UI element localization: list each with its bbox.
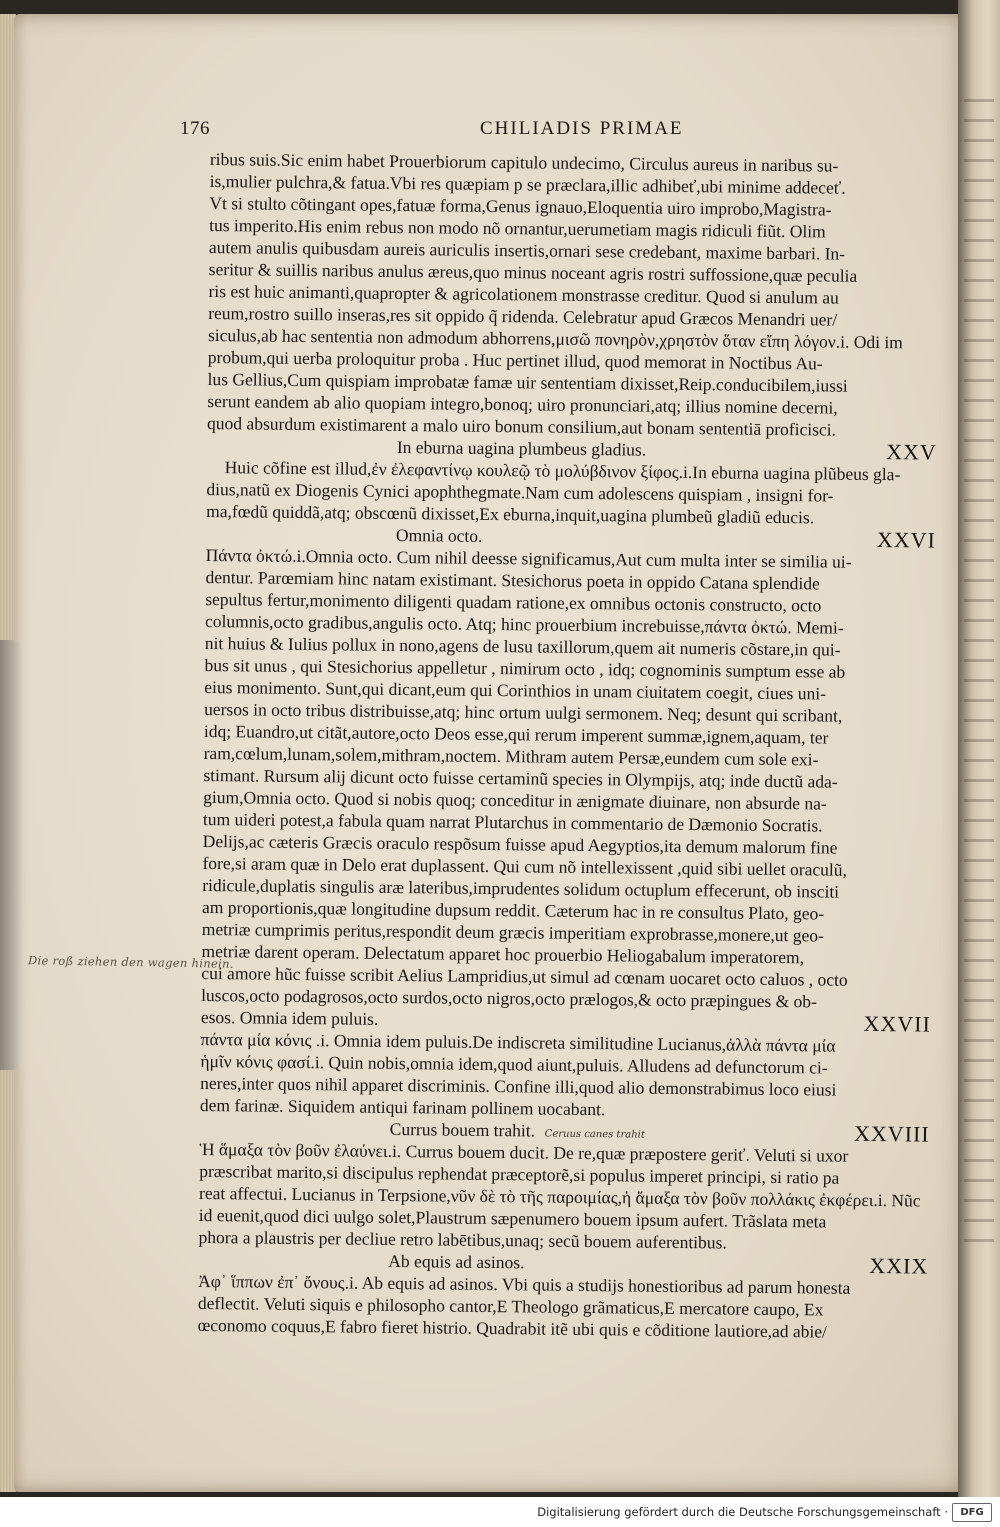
running-head: CHILIADIS PRIMAE [480,118,684,139]
text-line: præscribat marito,si discipulus rephendat præceptorẽ,si populus imperet principi, si ratio pa [199,1160,840,1188]
dfg-logo: DFG [952,1503,992,1522]
text-line: probum,qui uerba proloquitur proba . Huc pertinet illud, quod memorat in Noctibus Au- [207,346,823,374]
text-line: uersos in octo tribus distribuisse,atq; hinc ortum uulgi sermonem. Neq; desunt qui scribant, [204,698,843,726]
page-number: 176 [180,118,210,139]
text-line: metriæ darent operam. Delectatum apparet hoc prouerbio Heliogabalum imperatorem, [201,940,805,968]
text-line: fore,si aram quæ in Delo erat duplassent. Qui cum nõ intellexissent ,quid sibi uellet oraculũ, [202,852,848,880]
facing-page-text [964,90,994,1250]
text-line: cui amore hũc fuisse scribit Aelius Lampridius,ut simul ad cœnam uocaret octo caluos , octo [201,962,848,990]
facing-page-edge [958,0,1000,1497]
text-line: seritur & suillis naribus anulus æreus,quo minus noceant agris rostri suffossione,quæ peculia [208,258,858,286]
text-line: reum,rostro suillo inseras,res sit oppido q̃ ridenda. Celebratur apud Græcos Menandri uer/ [208,302,838,330]
text-line: Ἀφ᾽ ἵππων ἐπ᾽ ὄνους.i. Ab equis ad asinos. Vbi quis a studijs honestioribus ad parum honesta [198,1270,851,1298]
text-line: ridicule,duplatis singulis aræ lateribus,imprudentes solidum octuplum effecerunt, ob insciti [202,874,840,902]
text-line: Ἡ ἅμαξα τὸν βοῦν ἐλαύνει.i. Currus bouem ducit. De re,quæ præpostere geriť. Veluti si uxor [199,1138,849,1166]
adage-title: Ab equis ad asinos. [388,1250,525,1273]
text-line: nit huius & Iulius pollux in nono,agens de lusu taxillorum,quem ait numeris cõstare,in qui- [204,632,841,660]
text-line: eius monimento. Sunt,qui dicant,eum qui Corinthios in unam ciuitatem coegit, ciues uni- [204,676,827,704]
adage-title: Currus bouem trahit. [389,1118,536,1141]
text-line: reat affectui. Lucianus in Terpsione,νῦν δὲ τὸ τῆς παροιμίας,ἡ ἅμαξα τὸν βοῦν πολλάκις ἐκφέρει.i. Nũc [198,1182,921,1211]
book-clasp [0,640,22,1070]
text-line: id euenit,quod dici uulgo solet,Plaustrum sæpenumero bouem ipsum aufert. Trãslata meta [198,1204,827,1232]
text-line: is,mulier pulchra,& fatua.Vbi res quæpiam p se præclara,illic adhibeť,ubi minime addeceť. [209,170,846,198]
text-line: gium,Omnia octo. Quod si nobis quoq; conceditur in ænigmate diuinare, non absurde na- [203,786,827,814]
adage-title: In eburna uagina plumbeus gladius. [396,436,647,460]
text-line: tus imperito.His enim rebus non modo nõ ornantur,uerumetiam magis ridiculi fiũt. Olim [209,214,826,242]
text-line: serunt eandem ab alio quopiam integro,bonoq; uiro pronunciari,atq; illius nomine decerni, [207,390,838,418]
text-line: πάντα μία κόνις .i. Omnia idem puluis.De indiscreta similitudine Lucianus,ἀλλὰ πάντα μία [200,1028,836,1056]
text-line: metriæ cumprimis peritus,respondit deum græcis imperitiam exprobrasse,monere,ut geo- [201,918,824,946]
text-line: œconomo coquus,E fabro fieret histrio. Quadrabit itẽ ubi quis e cõditione lautiore,ad abie/ [197,1314,828,1342]
text-line: quod absurdum existimarent a malo uiro bonum consilium,aut bonam sententiā proficisci. [207,412,837,440]
adage-number: XXVII [863,1010,931,1037]
text-line: dem farinæ. Siquidem antiqui farinam pollinem uocabant. [199,1094,606,1120]
adage-number: XXVI [876,527,937,553]
footer-credit: Digitalisierung gefördert durch die Deutsche Forschungsgemeinschaft · [537,1505,948,1519]
text-line: Delijs,ac cæteris Græcis oraculo respõsum fuisse apud Aegyptios,ita demum malorum fine [202,830,838,858]
text-line: autem anulis quibusdam aureis auriculis insertis,ornari sese credebant, maxime barbari. In- [208,236,846,264]
text-line: ribus suis.Sic enim habet Prouerbiorum capitulo undecimo, Circulus aureus in naribus su- [209,148,839,176]
text-line: Vt si stulto cõtingant opes,fatuæ forma,Genus ignauo,Eloquentia uiro improbo,Magistra- [209,192,832,220]
text-line: luscos,octo podagrosos,octo surdos,octo nigros,octo prælogos,& octo præpingues & ob- [201,984,818,1012]
adage-title: Omnia octo. [395,524,483,546]
text-line: ma,fœdũ quiddã,atq; obscœnũ dixisset,Ex eburna,inquit,uagina plumbeũ gladiũ educis. [206,500,815,528]
margin-note: Die roß ziehen den wagen hinein. [27,953,234,971]
text-line: sepultus fertur,monimento diligenti quadam ratione,ex omnibus octonis constructo, octo [205,588,822,616]
text-line: tum uideri potest,a fabula quam narrat Plutarchus in commentario de Dæmonio Socratis. [202,808,823,836]
text-line: dius,natũ ex Diogenis Cynici apophthegmate.Nam cum adolescens quispiam , insigni for- [206,478,834,506]
page-header [180,118,940,148]
text-line: Πάντα ὀκτώ.i.Omnia octo. Cum nihil deesse significamus,Aut cum multa inter se similia ui- [205,544,852,572]
text-line: dentur. Parœmiam hinc natam existimant. Stesichorus poeta in oppido Catana splendide [205,566,820,594]
handwritten-note: Ceruus canes trahit [544,1128,645,1141]
text-line: deflectit. Veluti siquis e philosopho cantor,E Theologo grãmaticus,E mercatore caupo, Ex [197,1292,824,1320]
page-body [198,148,940,1344]
text-line: idq; Euandro,ut citãt,autore,octo Deos esse,qui rerum imperent summæ,ignem,aquam, ter [203,720,829,748]
text-line: neres,inter quos nihil apparet discriminis. Confine illi,quod alio demonstrabimus loco eiusi [200,1072,837,1100]
adage-number: XXV [886,439,937,465]
text-line: stimant. Rursum alij dicunt octo fuisse certaminũ species in Olympijs, atq; inde ductũ ada- [203,764,838,792]
text-line: ἡμῖν κόνις φασί.i. Quin nobis,omnia idem,quod aiunt,puluis. Alludens ad defunctorum ci- [200,1050,828,1078]
text-line: columnis,octo gradibus,angulis octo. Atq; hinc prouerbium increbuisse,πάντα ὀκτώ. Memi- [204,610,844,638]
text-line: phora a plaustris per decliue retro labētibus,unaq; secũ bouem auferentibus. [198,1226,727,1253]
text-line: lus Gellius,Cum quispiam improbatæ famæ uir sententiam dixisset,Reip.conducibilem,iussi [207,368,848,396]
text-line: bus sit unus , qui Stesichorius appelletur , nimirum octo , idq; cognominis sumptum esse ab [204,654,846,682]
text-line: ris est huic animanti,quapropter & agricolationem monstrasse creditur. Quod si anulum au [208,280,839,308]
text-line: am proportionis,quæ longitudine dupsum reddit. Cæterum hac in re consultus Plato, geo- [201,896,825,924]
text-line: Huic cõfine est illud,ἐν ἐλεφαντίνῳ κουλεῷ τὸ μολύβδινον ξίφος.i.In eburna uagina plũbeus gla- [224,457,901,485]
footer-bar [0,1497,1000,1527]
adage-number: XXVIII [853,1120,930,1147]
adage-number: XXIX [869,1252,929,1279]
adage-title: esos. Omnia idem puluis. [200,1006,379,1029]
text-line: ram,cœlum,lunam,solem,mithram,noctem. Mithram autem Persæ,eundem cum sole exi- [203,742,819,770]
text-line: siculus,ab hac sententia non admodum abhorrens,μισῶ πονηρὸν,χρηστὸν ὅταν εἴπη λόγον.i. Odi im [207,324,903,353]
